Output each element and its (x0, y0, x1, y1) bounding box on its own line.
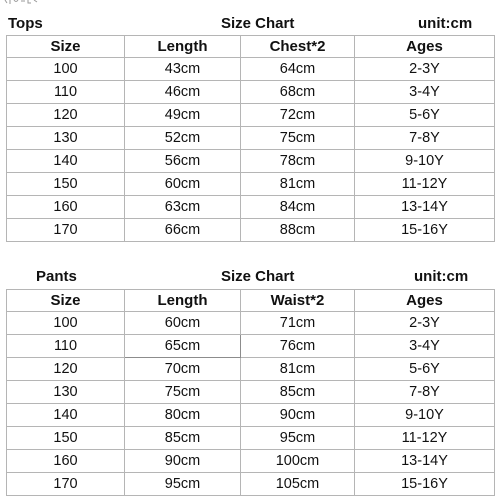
cell-ages: 5-6Y (355, 358, 495, 381)
cell-waist: 100cm (241, 450, 355, 473)
table-row (7, 427, 495, 450)
cell-size: 150 (7, 173, 125, 196)
cell-ages: 9-10Y (355, 150, 495, 173)
cell-ages: 3-4Y (355, 81, 495, 104)
cell-size: 110 (7, 81, 125, 104)
cell-size: 160 (7, 450, 125, 473)
cell-length: 85cm (125, 427, 241, 450)
cell-waist: 81cm (241, 358, 355, 381)
cell-chest: 75cm (241, 127, 355, 150)
pants-size-chart-title: Size Chart (221, 268, 295, 285)
cell-length: 70cm (125, 358, 241, 381)
cell-ages: 7-8Y (355, 127, 495, 150)
cell-size: 100 (7, 312, 125, 335)
cell-ages: 7-8Y (355, 381, 495, 404)
cell-ages: 2-3Y (355, 58, 495, 81)
cell-length: 43cm (125, 58, 241, 81)
cell-size: 170 (7, 473, 125, 496)
cell-size: 170 (7, 219, 125, 242)
cell-length: 75cm (125, 381, 241, 404)
header-size: Size (7, 290, 125, 312)
cell-waist: 90cm (241, 404, 355, 427)
cell-length: 60cm (125, 173, 241, 196)
cell-chest: 64cm (241, 58, 355, 81)
cell-ages: 11-12Y (355, 173, 495, 196)
cell-length: 49cm (125, 104, 241, 127)
cell-size: 150 (7, 427, 125, 450)
cell-ages: 3-4Y (355, 335, 495, 358)
cell-length: 90cm (125, 450, 241, 473)
cell-length: 80cm (125, 404, 241, 427)
cell-size: 130 (7, 381, 125, 404)
cell-ages: 13-14Y (355, 196, 495, 219)
header-ages: Ages (355, 290, 495, 312)
header-chest: Chest*2 (241, 36, 355, 58)
cell-chest: 72cm (241, 104, 355, 127)
tops-label: Tops (8, 15, 43, 32)
cell-chest: 84cm (241, 196, 355, 219)
cell-length: 52cm (125, 127, 241, 150)
table-row (7, 358, 495, 381)
cell-waist: 85cm (241, 381, 355, 404)
cell-size: 120 (7, 358, 125, 381)
table-row (7, 381, 495, 404)
cell-chest: 78cm (241, 150, 355, 173)
header-waist: Waist*2 (241, 290, 355, 312)
pants-title-row (0, 267, 500, 287)
tops-title-row (0, 14, 500, 34)
table-row (7, 173, 495, 196)
table-row (7, 450, 495, 473)
cell-ages: 2-3Y (355, 312, 495, 335)
pants-unit: unit:cm (414, 268, 469, 285)
cell-size: 140 (7, 150, 125, 173)
table-row (7, 58, 495, 81)
header-ages: Ages (355, 36, 495, 58)
header-length: Length (125, 290, 241, 312)
table-row (7, 104, 495, 127)
cell-size: 120 (7, 104, 125, 127)
cell-length: 66cm (125, 219, 241, 242)
cell-ages: 15-16Y (355, 473, 495, 496)
tops-size-chart-title: Size Chart (221, 15, 295, 32)
clipped-text-fragment (4, 0, 48, 6)
pants-label: Pants (36, 268, 77, 285)
cell-waist: 105cm (241, 473, 355, 496)
cell-size: 140 (7, 404, 125, 427)
cell-chest: 68cm (241, 81, 355, 104)
header-size: Size (7, 36, 125, 58)
cell-length: 63cm (125, 196, 241, 219)
table-row (7, 127, 495, 150)
table-header-row (7, 290, 495, 312)
cell-ages: 15-16Y (355, 219, 495, 242)
header-length: Length (125, 36, 241, 58)
pants-size-table (6, 289, 495, 496)
table-row (7, 473, 495, 496)
cell-waist: 95cm (241, 427, 355, 450)
table-row (7, 81, 495, 104)
cell-chest: 88cm (241, 219, 355, 242)
cell-waist: 76cm (241, 335, 355, 358)
table-row (7, 150, 495, 173)
cell-ages: 11-12Y (355, 427, 495, 450)
cell-chest: 81cm (241, 173, 355, 196)
tops-size-table (6, 35, 495, 242)
table-row (7, 196, 495, 219)
cell-ages: 13-14Y (355, 450, 495, 473)
tops-unit: unit:cm (418, 15, 473, 32)
cell-length: 65cm (125, 335, 241, 358)
cell-waist: 71cm (241, 312, 355, 335)
table-row (7, 219, 495, 242)
cell-size: 160 (7, 196, 125, 219)
cell-length: 95cm (125, 473, 241, 496)
cell-length: 56cm (125, 150, 241, 173)
table-row (7, 335, 495, 358)
cell-length: 60cm (125, 312, 241, 335)
cell-ages: 5-6Y (355, 104, 495, 127)
cell-size: 100 (7, 58, 125, 81)
cell-length: 46cm (125, 81, 241, 104)
table-header-row (7, 36, 495, 58)
cell-ages: 9-10Y (355, 404, 495, 427)
cell-size: 130 (7, 127, 125, 150)
table-row (7, 312, 495, 335)
cell-size: 110 (7, 335, 125, 358)
table-row (7, 404, 495, 427)
